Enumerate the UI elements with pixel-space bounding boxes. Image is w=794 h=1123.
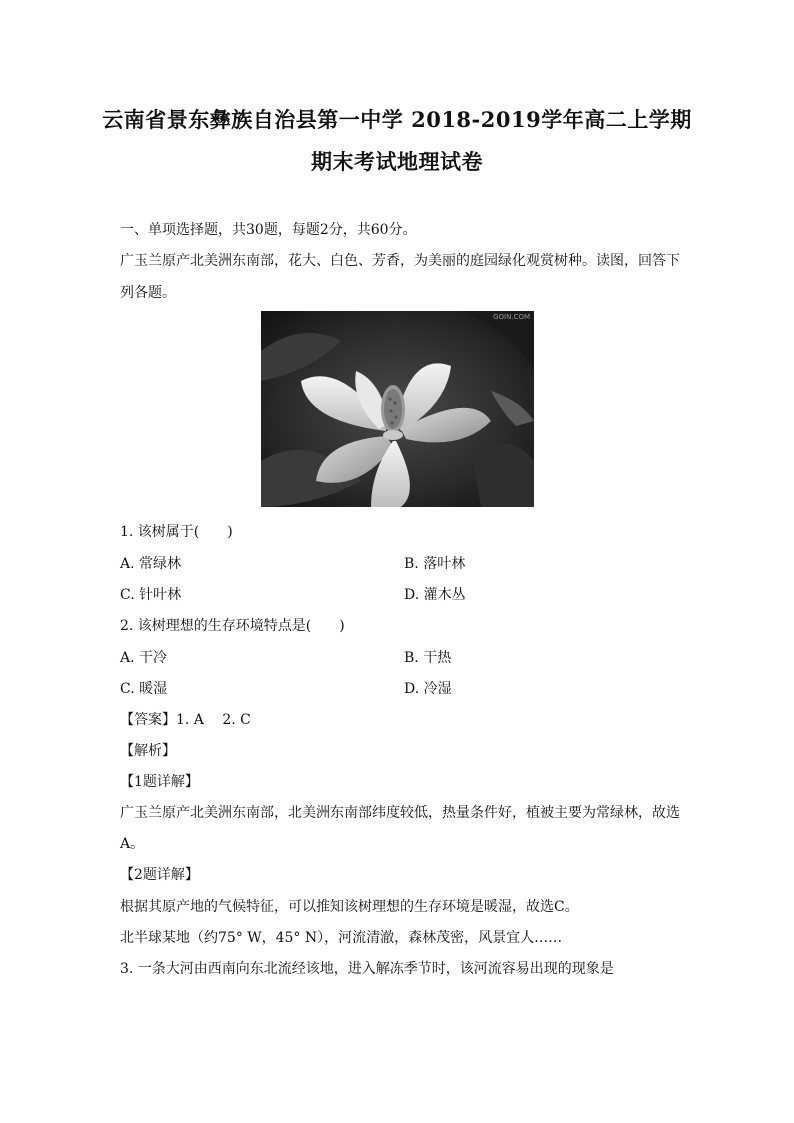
question-1-option-c: C. 针叶林 — [120, 587, 182, 603]
question-2-option-a: A. 干冷 — [120, 650, 168, 666]
q1-detail-label: 【1题详解】 — [120, 774, 199, 790]
question-3-stem: 3. 一条大河由西南向东北流经该地，进入解冻季节时，该河流容易出现的现象是 — [120, 961, 614, 977]
question-2-stem: 2. 该树理想的生存环境特点是( ) — [120, 618, 345, 634]
question-1-option-d: D. 灌木丛 — [404, 587, 466, 603]
photo-watermark: GOIN.COM — [493, 313, 530, 321]
question-1-option-a: A. 常绿林 — [120, 556, 182, 572]
q2-detail-label: 【2题详解】 — [120, 867, 199, 883]
question-2-option-c: C. 暖湿 — [120, 681, 168, 697]
passage-intro: 北半球某地（约75° W，45° N），河流清澈，森林茂密，风景宜人…… — [120, 930, 563, 946]
q1-detail-line-1: 广玉兰原产北美洲东南部，北美洲东南部纬度较低，热量条件好，植被主要为常绿林，故选 — [120, 805, 680, 821]
intro-line-2: 列各题。 — [120, 285, 176, 301]
question-1-option-b: B. 落叶林 — [404, 556, 466, 572]
question-1-stem: 1. 该树属于( ) — [120, 524, 233, 540]
answer-line: 【答案】1. A 2. C — [120, 712, 251, 728]
q2-detail-line-1: 根据其原产地的气候特征，可以推知该树理想的生存环境是暖湿，故选C。 — [120, 899, 579, 915]
page-title-line-2: 期末考试地理试卷 — [311, 149, 483, 174]
section-heading: 一、单项选择题，共30题，每题2分，共60分。 — [120, 222, 417, 238]
page-title-line-1: 云南省景东彝族自治县第一中学 2018-2019学年高二上学期 — [102, 107, 692, 132]
question-2-option-d: D. 冷湿 — [404, 681, 452, 697]
intro-line-1: 广玉兰原产北美洲东南部，花大、白色、芳香，为美丽的庭园绿化观赏树种。读图，回答下 — [120, 253, 680, 269]
q1-detail-line-2: A。 — [120, 836, 145, 852]
question-2-option-b: B. 干热 — [404, 650, 452, 666]
analysis-label: 【解析】 — [120, 743, 176, 759]
magnolia-flower-photo — [261, 311, 534, 507]
